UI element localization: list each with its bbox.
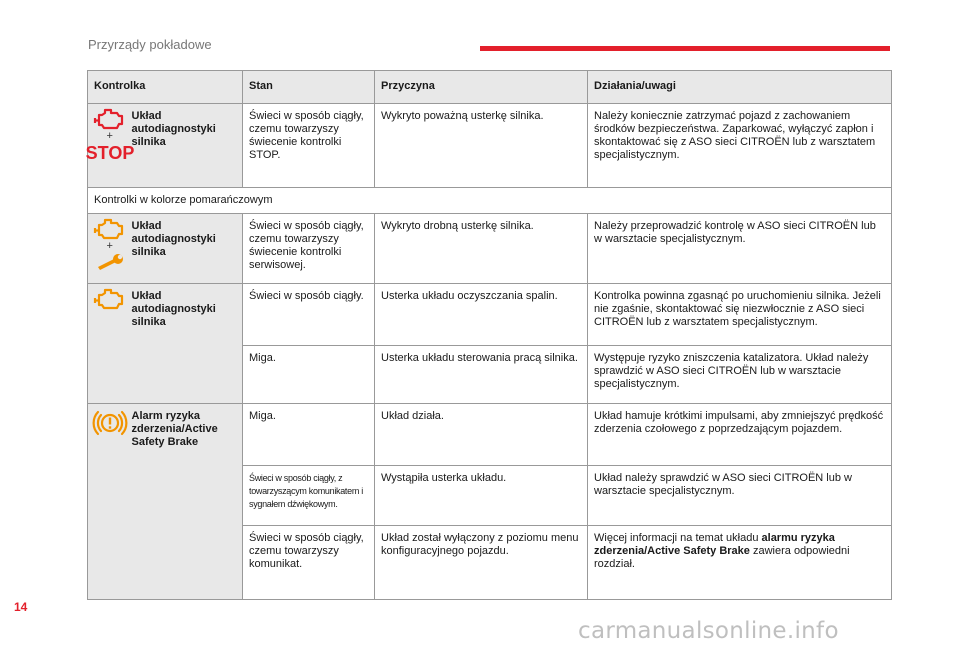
section-label: Kontrolki w kolorze pomarańczowym bbox=[88, 188, 892, 214]
section-row bbox=[88, 188, 892, 214]
icon-cell bbox=[88, 404, 132, 600]
watermark-logo: carmanualsonline.info bbox=[578, 618, 839, 644]
page-header-title: Przyrządy pokładowe bbox=[88, 37, 212, 52]
action-cell: Należy przeprowadzić kontrolę w ASO sieci CITROËN lub w warsztacie specjalistycznym. bbox=[588, 214, 892, 284]
stop-text: STOP bbox=[85, 143, 135, 163]
collision-alert-icon bbox=[95, 408, 125, 438]
state-cell: Miga. bbox=[243, 404, 375, 466]
stop-icon bbox=[85, 142, 135, 163]
warning-lights-table bbox=[87, 70, 892, 600]
icon-cell bbox=[85, 104, 135, 188]
table-row bbox=[88, 214, 892, 284]
action-cell: Należy koniecznie zatrzymać pojazd z zachowaniem środków bezpieczeństwa. Zaparkować, wyłączyć zapłon i skontaktować się z ASO sieci CITROËN lub z warsztatem specjalistycznym. bbox=[588, 104, 892, 188]
col-header-stan: Stan bbox=[243, 71, 375, 104]
cause-cell: Usterka układu oczyszczania spalin. bbox=[375, 284, 588, 346]
action-cell: Występuje ryzyko zniszczenia katalizatora. Układ należy sprawdzić w ASO sieci CITROËN lub w warsztacie specjalistycznym. bbox=[588, 346, 892, 404]
light-name: Układ autodiagnostyki silnika bbox=[132, 284, 243, 404]
table-row bbox=[88, 284, 892, 346]
light-name: Alarm ryzyka zderzenia/Active Safety Brake bbox=[132, 404, 243, 600]
table-row bbox=[88, 404, 892, 466]
header-accent-bar bbox=[480, 46, 890, 51]
cause-cell: Wykryto drobną usterkę silnika. bbox=[375, 214, 588, 284]
col-header-kontrolka: Kontrolka bbox=[88, 71, 243, 104]
plus-sign: + bbox=[106, 240, 113, 252]
table-row bbox=[88, 104, 892, 188]
engine-icon bbox=[93, 288, 127, 310]
col-header-dzialania: Działania/uwagi bbox=[588, 71, 892, 104]
col-header-przyczyna: Przyczyna bbox=[375, 71, 588, 104]
action-cell bbox=[588, 526, 892, 600]
cause-cell: Układ został wyłączony z poziomu menu konfiguracyjnego pojazdu. bbox=[375, 526, 588, 600]
engine-icon bbox=[93, 108, 127, 130]
state-cell: Świeci w sposób ciągły, czemu towarzyszy świecenie kontrolki STOP. bbox=[243, 104, 375, 188]
action-cell: Kontrolka powinna zgasnąć po uruchomieniu silnika. Jeżeli nie zgaśnie, skontaktować się niezwłocznie z ASO sieci CITROËN lub z warsztatem specjalistycznym. bbox=[588, 284, 892, 346]
icon-cell bbox=[88, 214, 132, 284]
action-text-prefix: Więcej informacji na temat układu bbox=[594, 532, 762, 544]
light-name: Układ autodiagnostyki silnika bbox=[132, 104, 243, 188]
action-text-bold: alarmu ryzyka zderzenia/Active Safety Brake bbox=[594, 532, 835, 557]
light-name: Układ autodiagnostyki silnika bbox=[132, 214, 243, 284]
cause-cell: Układ działa. bbox=[375, 404, 588, 466]
state-cell: Świeci w sposób ciągły, czemu towarzyszy świecenie kontrolki serwisowej. bbox=[243, 214, 375, 284]
action-cell: Układ hamuje krótkimi impulsami, aby zmniejszyć prędkość zderzenia czołowego z poprzedzającym pojazdem. bbox=[588, 404, 892, 466]
page-number: 14 bbox=[14, 600, 28, 614]
action-cell: Układ należy sprawdzić w ASO sieci CITROËN lub w warsztacie specjalistycznym. bbox=[588, 466, 892, 526]
state-text: Świeci w sposób ciągły, z towarzyszącym komunikatem i sygnałem dźwiękowym. bbox=[249, 473, 363, 509]
state-cell: Świeci w sposób ciągły, czemu towarzyszy komunikat. bbox=[243, 526, 375, 600]
state-cell: Miga. bbox=[243, 346, 375, 404]
state-cell: Świeci w sposób ciągły. bbox=[243, 284, 375, 346]
cause-cell: Wystąpiła usterka układu. bbox=[375, 466, 588, 526]
action-text-suffix: zawiera odpowiedni rozdział. bbox=[594, 545, 850, 570]
cause-cell: Wykryto poważną usterkę silnika. bbox=[375, 104, 588, 188]
wrench-icon bbox=[95, 252, 125, 272]
plus-sign: + bbox=[106, 130, 113, 142]
engine-icon bbox=[93, 218, 127, 240]
table-header-row bbox=[88, 71, 892, 104]
cause-cell: Usterka układu sterowania pracą silnika. bbox=[375, 346, 588, 404]
state-cell bbox=[243, 466, 375, 526]
icon-cell bbox=[88, 284, 132, 404]
